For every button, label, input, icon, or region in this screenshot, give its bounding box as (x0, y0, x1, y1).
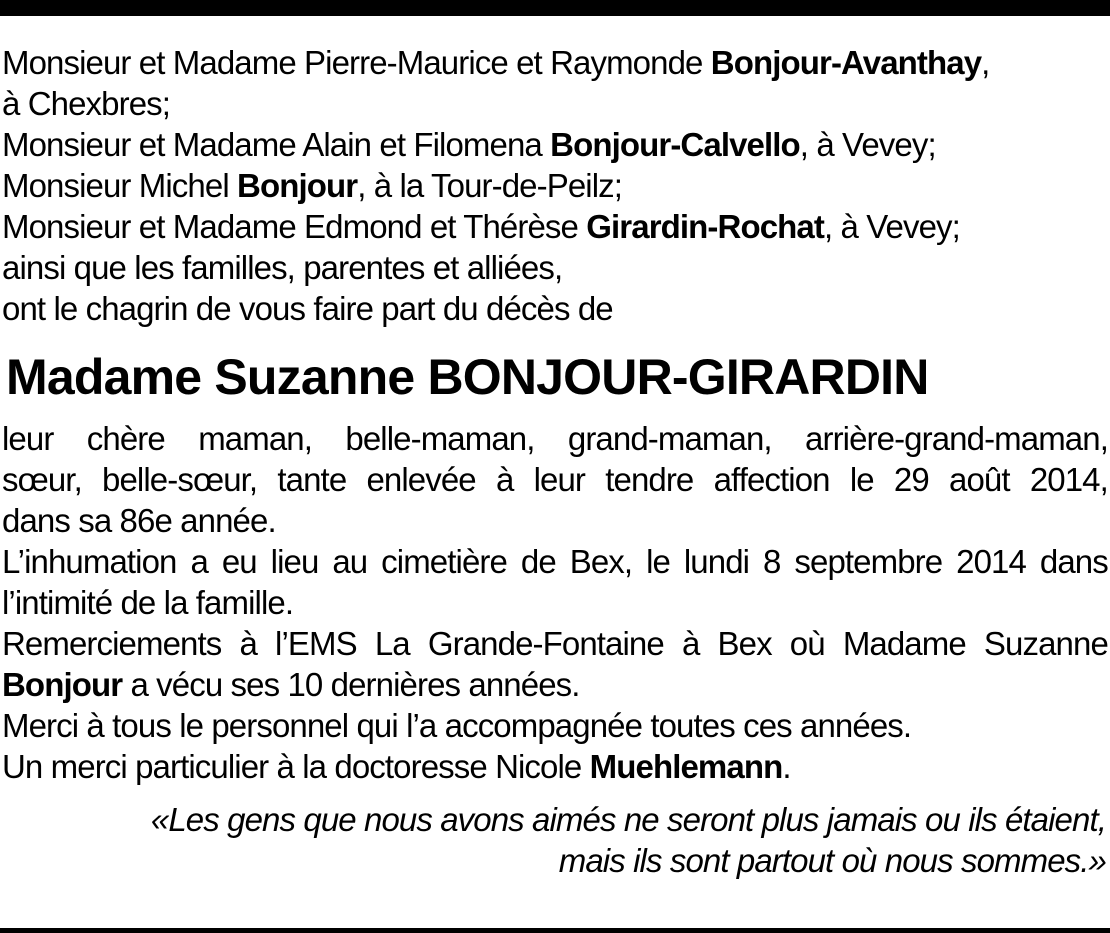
family-line-1: Monsieur et Madame Pierre-Maurice et Raymonde Bonjour-Avanthay, (2, 44, 990, 81)
word: le (646, 543, 670, 580)
word: arrière-grand-maman, (805, 420, 1108, 457)
word: Suzanne (983, 625, 1108, 662)
word: 2014 (956, 543, 1026, 580)
word: au (332, 543, 368, 580)
word: eu (221, 543, 257, 580)
deceased-surname: Bonjour (2, 666, 123, 703)
word: septembre (794, 543, 943, 580)
word: tendre (605, 461, 694, 498)
word: Remerciements (2, 625, 222, 662)
family-name: Bonjour-Avanthay (710, 44, 982, 81)
word: dans (1039, 543, 1108, 580)
word: à (681, 625, 700, 662)
announcement: ont le chagrin de vous faire part du décès de (2, 290, 613, 327)
word: Grande-Fontaine (427, 625, 664, 662)
closing-quote (2, 799, 1108, 881)
word: sœur, (2, 461, 82, 498)
word: La (374, 625, 410, 662)
family-line-4: Monsieur et Madame Edmond et Thérèse Girardin-Rochat, à Vevey; (2, 208, 960, 245)
family-name: Bonjour (237, 167, 358, 204)
word: 8 (763, 543, 781, 580)
thanks-staff: Merci à tous le personnel qui l’a accompagnée toutes ces années. (2, 707, 912, 744)
word: belle-maman, (345, 420, 535, 457)
word: leur (533, 461, 586, 498)
word: août (949, 461, 1010, 498)
word: à (495, 461, 514, 498)
family-line-2: Monsieur et Madame Alain et Filomena Bonjour-Calvello, à Vevey; (2, 126, 936, 163)
word: L’inhumation (2, 543, 177, 580)
family-name: Girardin-Rochat (586, 208, 824, 245)
word: 2014, (1029, 461, 1108, 498)
quote-line-2: mais ils sont partout où nous sommes.» (558, 842, 1106, 879)
burial-line-2: l’intimité de la famille. (2, 584, 294, 621)
thanks-doctor: Un merci particulier à la doctoresse Nicole Muehlemann. (2, 748, 791, 785)
word: de (520, 543, 556, 580)
word: affection (713, 461, 830, 498)
word: 29 (893, 461, 929, 498)
word: belle-sœur, (102, 461, 258, 498)
families-closing: ainsi que les familles, parentes et alliées, (2, 249, 563, 286)
word: l’EMS (275, 625, 357, 662)
word: chère (86, 420, 165, 457)
burial-line-1 (2, 541, 1108, 582)
word: grand-maman, (567, 420, 772, 457)
relations-line-1 (2, 418, 1108, 459)
relations-line-3: dans sa 86e année. (2, 502, 276, 539)
family-line-3: Monsieur Michel Bonjour, à la Tour-de-Peilz; (2, 167, 623, 204)
family-line-1-continuation: à Chexbres; (2, 85, 171, 122)
thanks-ems-line-2: Bonjour a vécu ses 10 dernières années. (2, 666, 580, 703)
word: à (239, 625, 257, 662)
family-name: Bonjour-Calvello (550, 126, 800, 163)
word: Bex (717, 625, 772, 662)
top-rule (0, 0, 1110, 16)
word: le (849, 461, 874, 498)
word: a (190, 543, 208, 580)
word: lieu (270, 543, 319, 580)
word: Madame (842, 625, 966, 662)
word: où (789, 625, 825, 662)
word: cimetière (381, 543, 507, 580)
bottom-rule (0, 928, 1110, 933)
deceased-name-heading: Madame Suzanne BONJOUR-GIRARDIN (6, 349, 929, 405)
word: enlevée (366, 461, 476, 498)
doctor-name: Muehlemann (589, 748, 783, 785)
thanks-ems-line-1 (2, 623, 1108, 664)
relations-line-2 (2, 459, 1108, 500)
word: lundi (683, 543, 750, 580)
word: maman, (198, 420, 313, 457)
word: tante (277, 461, 347, 498)
word: leur (2, 420, 54, 457)
word: Bex, (569, 543, 633, 580)
obituary-notice (2, 42, 1108, 881)
quote-line-1: «Les gens que nous avons aimés ne seront plus jamais ou ils étaient, (150, 801, 1106, 838)
